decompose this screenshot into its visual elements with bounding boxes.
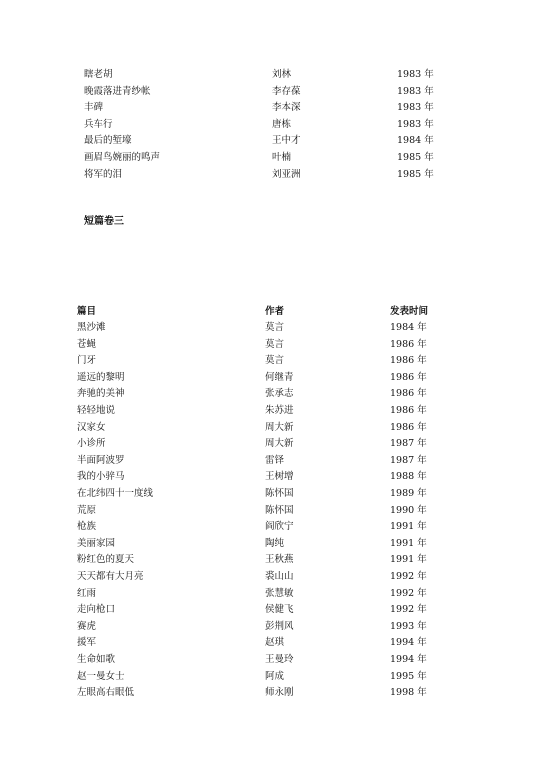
author: 彭荆风: [265, 620, 294, 632]
header-author: 作者: [265, 306, 285, 317]
author: 何继青: [265, 371, 294, 383]
table-row: [0, 486, 550, 502]
publish-year: 1983 年: [397, 118, 434, 130]
publish-year: 1994 年: [390, 637, 427, 649]
work-title: 援军: [77, 637, 97, 649]
table-row: [0, 635, 550, 651]
author: 阎欣宁: [265, 521, 294, 533]
work-title: 荒原: [77, 504, 97, 516]
author: 刘亚洲: [272, 168, 301, 180]
publish-year: 1987 年: [390, 438, 427, 450]
table-row: [0, 536, 550, 552]
author: 莫言: [265, 322, 285, 333]
table-row: [0, 403, 550, 419]
publish-year: 1986 年: [390, 405, 427, 416]
work-title: 小诊所: [77, 438, 106, 450]
publish-year: 1988 年: [390, 471, 427, 483]
publish-year: 1994 年: [390, 654, 427, 665]
publish-year: 1995 年: [390, 670, 427, 682]
table-row: [0, 133, 550, 149]
table-row: [0, 167, 550, 183]
author: 王曼玲: [265, 654, 294, 665]
author: 叶楠: [272, 152, 292, 163]
author: 周大新: [265, 421, 294, 433]
author: 陈怀国: [265, 504, 294, 516]
work-title: 门牙: [77, 355, 97, 367]
author: 莫言: [265, 355, 285, 367]
table-row: [0, 602, 550, 618]
author: 李存葆: [272, 85, 301, 97]
publish-year: 1987 年: [390, 454, 427, 466]
author: 赵琪: [265, 637, 285, 649]
table-row: [0, 320, 550, 336]
work-title: 丰碑: [84, 102, 104, 114]
work-title: 苍蝇: [77, 338, 97, 350]
table-row: [0, 669, 550, 685]
publish-year: 1986 年: [390, 338, 427, 350]
table-row: [0, 370, 550, 386]
work-title: 晚霞落进青纱帐: [84, 85, 151, 97]
header-date: 发表时间: [390, 306, 429, 317]
publish-year: 1990 年: [390, 504, 427, 516]
table-row: [0, 100, 550, 116]
author: 莫言: [265, 338, 285, 350]
publish-year: 1985 年: [397, 152, 434, 163]
work-title: 美丽家园: [77, 537, 116, 549]
section-title: 短篇卷三: [84, 216, 124, 227]
work-title: 将军的泪: [84, 168, 123, 180]
publish-year: 1991 年: [390, 537, 427, 549]
table-header: [0, 304, 550, 320]
header-title: 篇目: [77, 306, 97, 317]
author: 刘林: [272, 69, 292, 80]
author: 王树增: [265, 471, 294, 483]
table-row: [0, 619, 550, 635]
work-title: 瞎老胡: [84, 69, 113, 80]
work-title: 我的小骍马: [77, 471, 125, 483]
author: 王秋燕: [265, 554, 294, 566]
work-title: 左眼高右眼低: [77, 687, 135, 699]
work-title: 枪族: [77, 521, 97, 533]
work-title: 轻轻地说: [77, 405, 116, 416]
author: 裘山山: [265, 571, 294, 582]
table-row: [0, 586, 550, 602]
table-row: [0, 420, 550, 436]
publish-year: 1984 年: [397, 135, 434, 147]
publish-year: 1986 年: [390, 371, 427, 383]
work-title: 粉红色的夏天: [77, 554, 135, 566]
author: 师永刚: [265, 687, 294, 699]
table-row: [0, 652, 550, 668]
author: 朱苏进: [265, 405, 294, 416]
publish-year: 1983 年: [397, 102, 434, 114]
table-row: [0, 685, 550, 701]
publish-year: 1983 年: [397, 69, 434, 80]
work-title: 赛虎: [77, 620, 97, 632]
author: 周大新: [265, 438, 294, 450]
publish-year: 1998 年: [390, 687, 427, 699]
publish-year: 1991 年: [390, 554, 427, 566]
author: 陶纯: [265, 537, 285, 549]
table-row: [0, 117, 550, 133]
table-row: [0, 67, 550, 83]
work-title: 红雨: [77, 587, 97, 599]
table-row: [0, 503, 550, 519]
work-title: 半面阿波罗: [77, 454, 125, 466]
author: 陈怀国: [265, 488, 294, 499]
work-title: 画眉鸟婉丽的鸣声: [84, 152, 161, 163]
publish-year: 1986 年: [390, 355, 427, 367]
publish-year: 1992 年: [390, 571, 427, 582]
publish-year: 1986 年: [390, 421, 427, 433]
publish-year: 1986 年: [390, 388, 427, 400]
table-row: [0, 84, 550, 100]
table-row: [0, 386, 550, 402]
table-row: [0, 436, 550, 452]
author: 阿成: [265, 670, 285, 682]
work-title: 走向枪口: [77, 604, 116, 616]
table-row: [0, 469, 550, 485]
publish-year: 1984 年: [390, 322, 427, 333]
work-title: 赵一曼女士: [77, 670, 125, 682]
publish-year: 1991 年: [390, 521, 427, 533]
author: 王中才: [272, 135, 301, 147]
work-title: 天天都有大月亮: [77, 571, 144, 582]
table-row: [0, 552, 550, 568]
author: 张承志: [265, 388, 294, 400]
work-title: 汉家女: [77, 421, 106, 433]
table-row: [0, 519, 550, 535]
work-title: 黑沙滩: [77, 322, 106, 333]
table-row: [0, 337, 550, 353]
work-title: 兵车行: [84, 118, 113, 130]
publish-year: 1983 年: [397, 85, 434, 97]
publish-year: 1993 年: [390, 620, 427, 632]
author: 李本深: [272, 102, 301, 114]
work-title: 遥远的黎明: [77, 371, 125, 383]
work-title: 奔驰的美神: [77, 388, 125, 400]
author: 张慧敏: [265, 587, 294, 599]
publish-year: 1989 年: [390, 488, 427, 499]
table-row: [0, 569, 550, 585]
publish-year: 1992 年: [390, 587, 427, 599]
table-row: [0, 453, 550, 469]
work-title: 最后的堑壕: [84, 135, 132, 147]
author: 侯健飞: [265, 604, 294, 616]
work-title: 生命如歌: [77, 654, 116, 665]
author: 雷铎: [265, 454, 285, 466]
table-row: [0, 150, 550, 166]
publish-year: 1985 年: [397, 168, 434, 180]
author: 唐栋: [272, 118, 292, 130]
work-title: 在北纬四十一度线: [77, 488, 154, 499]
table-row: [0, 353, 550, 369]
publish-year: 1992 年: [390, 604, 427, 616]
